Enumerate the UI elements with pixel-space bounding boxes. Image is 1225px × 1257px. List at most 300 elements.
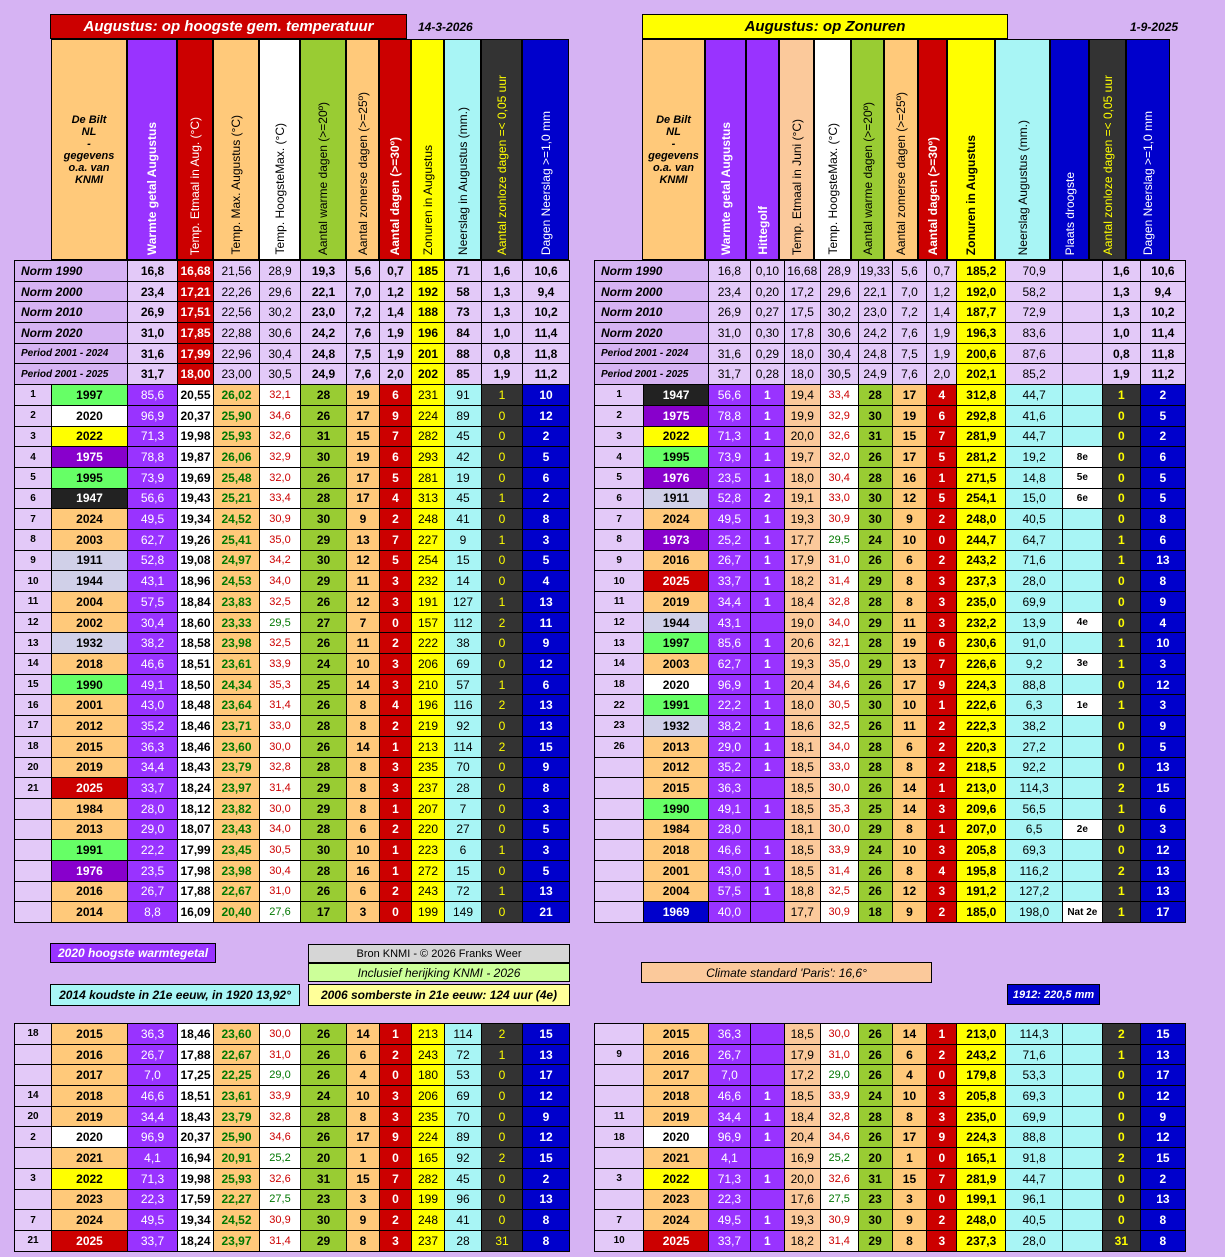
data-cell: 26,7 [128, 1044, 178, 1065]
data-cell: 6 [347, 819, 380, 840]
rank-cell: 6 [595, 488, 644, 509]
data-cell: 19,0 [784, 612, 820, 633]
data-cell: 0 [482, 757, 523, 778]
norm-cell: 1,2 [380, 281, 412, 302]
data-cell: 9 [892, 509, 927, 530]
data-cell: 29,5 [260, 612, 301, 633]
norm-row [15, 281, 570, 302]
data-cell: 30,9 [260, 509, 301, 530]
rank-cell [595, 1065, 644, 1086]
data-cell: 20,0 [784, 1168, 820, 1189]
data-cell: 30,4 [128, 612, 178, 633]
data-cell: 19,9 [784, 405, 820, 426]
year-cell: 1991 [52, 840, 128, 861]
data-cell: 33,7 [128, 778, 178, 799]
data-cell: 91,8 [1006, 1148, 1062, 1169]
table-row [15, 509, 570, 530]
norm-label: Period 2001 - 2025 [15, 364, 128, 385]
rank-cell: 8 [595, 529, 644, 550]
data-cell: 29 [301, 798, 347, 819]
data-cell: 7,0 [128, 1065, 178, 1086]
norm-cell: 16,68 [784, 261, 820, 282]
data-cell: 1 [482, 674, 523, 695]
data-cell: 25,90 [214, 405, 260, 426]
data-cell: 2 [482, 1024, 523, 1045]
year-cell: 1975 [52, 447, 128, 468]
data-cell: 20,40 [214, 902, 260, 923]
norm-cell: 28,9 [820, 261, 858, 282]
year-cell: 2019 [644, 1106, 709, 1127]
data-cell [1062, 1044, 1102, 1065]
data-cell: 23,64 [214, 695, 260, 716]
data-cell: 1 [380, 1024, 412, 1045]
data-cell: 31,4 [260, 1230, 301, 1251]
left-header-10 [522, 39, 569, 260]
data-cell: 23,97 [214, 778, 260, 799]
table-row [15, 695, 570, 716]
norm-cell: 0,7 [927, 261, 957, 282]
rank-cell: 26 [595, 736, 644, 757]
data-cell: 5 [1140, 736, 1185, 757]
data-cell: 70 [445, 1106, 482, 1127]
right-header-8 [995, 39, 1050, 260]
data-cell: 235 [412, 1106, 445, 1127]
year-cell: 2003 [52, 529, 128, 550]
data-cell: 224 [412, 405, 445, 426]
data-cell: 1 [482, 1044, 523, 1065]
data-cell: 5 [523, 550, 570, 571]
data-cell: 230,6 [957, 633, 1006, 654]
norm-cell: 1,9 [380, 343, 412, 364]
data-cell: 31,4 [820, 571, 858, 592]
table-row [15, 592, 570, 613]
norm-cell: 30,5 [820, 364, 858, 385]
data-cell: 16,09 [178, 902, 214, 923]
data-cell: 11 [892, 716, 927, 737]
data-cell: 18,51 [178, 1086, 214, 1107]
left-header-2 [213, 39, 259, 260]
data-cell: 7 [927, 654, 957, 675]
data-cell: 28 [301, 1106, 347, 1127]
data-cell: 271,5 [957, 467, 1006, 488]
data-cell: 36,3 [708, 1024, 750, 1045]
data-cell: 0 [380, 1148, 412, 1169]
data-cell: 14 [347, 736, 380, 757]
table-row [595, 654, 1186, 675]
data-cell [1062, 840, 1102, 861]
year-cell: 2017 [644, 1065, 709, 1086]
data-cell: 11 [523, 612, 570, 633]
table-row [15, 1086, 570, 1107]
data-cell: 26 [301, 1127, 347, 1148]
data-cell: 96 [445, 1189, 482, 1210]
data-cell: 32,8 [820, 592, 858, 613]
data-cell: 2 [927, 509, 957, 530]
data-cell: 6 [892, 550, 927, 571]
data-cell: 23,60 [214, 736, 260, 757]
data-cell: 0 [1102, 1210, 1140, 1231]
table-row [595, 571, 1186, 592]
table-row [595, 550, 1186, 571]
data-cell: 28 [858, 633, 892, 654]
year-cell: 2014 [52, 902, 128, 923]
data-cell: 0 [482, 426, 523, 447]
data-cell: 19 [347, 447, 380, 468]
note-coldest: 2014 koudste in 21e eeuw, in 1920 13,92° [50, 984, 300, 1006]
data-cell [1062, 757, 1102, 778]
year-cell: 1976 [52, 860, 128, 881]
data-cell: Nat 2e [1062, 902, 1102, 923]
data-cell: 33,9 [820, 1086, 858, 1107]
data-cell: 2e [1062, 819, 1102, 840]
year-cell: 2021 [52, 1148, 128, 1169]
table-row [595, 1148, 1186, 1169]
data-cell: 17 [892, 385, 927, 406]
data-cell: 25,41 [214, 529, 260, 550]
data-cell: 18,46 [178, 716, 214, 737]
data-cell: 18,1 [784, 819, 820, 840]
data-cell: 19,7 [784, 447, 820, 468]
data-cell: 26 [301, 695, 347, 716]
data-cell: 9 [892, 1210, 927, 1231]
data-cell: 17,2 [784, 1065, 820, 1086]
data-cell: 10 [892, 695, 927, 716]
data-cell: 165 [412, 1148, 445, 1169]
data-cell: 72 [445, 881, 482, 902]
table-row [595, 736, 1186, 757]
data-cell: 30,4 [820, 467, 858, 488]
data-cell: 1 [750, 550, 784, 571]
data-cell: 1 [750, 860, 784, 881]
year-cell: 2018 [52, 654, 128, 675]
header-label: Aantal zonloze dagen =< 0,05 uur [1100, 74, 1115, 255]
data-cell: 28 [858, 592, 892, 613]
data-cell: 33,7 [128, 1230, 178, 1251]
data-cell: 205,8 [957, 1086, 1006, 1107]
table-row [595, 881, 1186, 902]
data-cell: 22,3 [128, 1189, 178, 1210]
data-cell: 28,0 [128, 798, 178, 819]
data-cell: 24 [301, 654, 347, 675]
data-cell: 89 [445, 1127, 482, 1148]
data-cell: 6 [1140, 798, 1185, 819]
data-cell: 30,0 [820, 819, 858, 840]
data-cell [1062, 1230, 1102, 1251]
norm-cell [1062, 261, 1102, 282]
norm-cell: 5,6 [892, 261, 927, 282]
data-cell: 8 [1140, 1210, 1185, 1231]
norm-cell: 18,00 [178, 364, 214, 385]
data-cell: 25,93 [214, 426, 260, 447]
data-cell: 28 [858, 1106, 892, 1127]
data-cell: 282 [412, 1168, 445, 1189]
data-cell: 8 [892, 757, 927, 778]
data-cell: 19,3 [784, 1210, 820, 1231]
data-cell: 49,5 [708, 509, 750, 530]
norm-cell: 1,9 [380, 323, 412, 344]
data-cell: 26,7 [708, 550, 750, 571]
data-cell: 0 [482, 1127, 523, 1148]
norm-cell: 11,4 [523, 323, 570, 344]
rank-cell [15, 860, 52, 881]
data-cell: 8 [347, 778, 380, 799]
data-cell: 10 [347, 654, 380, 675]
rank-cell: 5 [15, 467, 52, 488]
data-cell: 8 [523, 509, 570, 530]
norm-cell: 0,8 [482, 343, 523, 364]
data-cell: 313 [412, 488, 445, 509]
norm-cell: 201 [412, 343, 445, 364]
data-cell: 30,0 [820, 778, 858, 799]
data-cell: 19,4 [784, 385, 820, 406]
table-row [15, 778, 570, 799]
year-cell: 2002 [52, 612, 128, 633]
year-cell: 2019 [52, 1106, 128, 1127]
data-cell: 10 [347, 840, 380, 861]
table-row [15, 1189, 570, 1210]
norm-cell: 24,9 [858, 364, 892, 385]
data-cell: 57,5 [708, 881, 750, 902]
data-cell: 24,97 [214, 550, 260, 571]
rank-cell [15, 902, 52, 923]
data-cell: 15 [892, 426, 927, 447]
data-cell: 26 [858, 1127, 892, 1148]
rank-cell: 9 [595, 1044, 644, 1065]
data-cell: 22,2 [128, 840, 178, 861]
data-cell: 23,33 [214, 612, 260, 633]
data-cell: 3 [927, 1086, 957, 1107]
data-cell: 12 [1140, 674, 1185, 695]
norm-cell: 188 [412, 302, 445, 323]
data-cell: 223 [412, 840, 445, 861]
norm-cell: 31,6 [128, 343, 178, 364]
data-cell: 26 [301, 467, 347, 488]
data-cell: 235,0 [957, 592, 1006, 613]
data-cell: 13 [523, 881, 570, 902]
source-label-line: NL [81, 125, 97, 138]
data-cell: 17 [347, 1127, 380, 1148]
data-cell [1062, 1210, 1102, 1231]
table-row [595, 1168, 1186, 1189]
norm-cell: 22,1 [301, 281, 347, 302]
data-cell: 17,99 [178, 840, 214, 861]
data-cell: 34,6 [820, 1127, 858, 1148]
year-cell: 1947 [52, 488, 128, 509]
left-bottom-table [14, 1023, 570, 1252]
data-cell: 69,3 [1006, 1086, 1062, 1107]
data-cell [1062, 778, 1102, 799]
data-cell: 1 [380, 840, 412, 861]
rank-cell [595, 1189, 644, 1210]
norm-cell: 0,7 [380, 261, 412, 282]
data-cell: 33,7 [708, 571, 750, 592]
data-cell: 32,5 [820, 716, 858, 737]
data-cell: 127 [445, 592, 482, 613]
data-cell: 8 [1140, 1230, 1185, 1251]
data-cell: 1 [750, 1127, 784, 1148]
data-cell: 28 [858, 385, 892, 406]
data-cell: 26 [858, 674, 892, 695]
data-cell: 116 [445, 695, 482, 716]
data-cell: 34,4 [128, 1106, 178, 1127]
data-cell: 30,5 [260, 840, 301, 861]
data-cell: 18 [858, 902, 892, 923]
data-cell: 24,34 [214, 674, 260, 695]
left-title: Augustus: op hoogste gem. temperatuur [50, 14, 407, 39]
data-cell: 91,0 [1006, 633, 1062, 654]
data-cell: 28 [301, 819, 347, 840]
data-cell: 19,1 [784, 488, 820, 509]
data-cell: 7 [380, 426, 412, 447]
data-cell: 23,5 [708, 467, 750, 488]
data-cell: 49,1 [708, 798, 750, 819]
data-cell: 19 [892, 405, 927, 426]
data-cell: 2 [380, 819, 412, 840]
rank-cell [595, 860, 644, 881]
year-cell: 2020 [644, 674, 709, 695]
data-cell: 207,0 [957, 819, 1006, 840]
rank-cell [595, 902, 644, 923]
left-header-8 [444, 39, 481, 260]
data-cell: 6 [892, 736, 927, 757]
rank-cell [15, 1189, 52, 1210]
norm-cell: 0,10 [750, 261, 784, 282]
year-cell: 2003 [644, 654, 709, 675]
header-label: Zonuren in Augustus [420, 144, 435, 255]
data-cell: 31 [1102, 1230, 1140, 1251]
rank-cell: 3 [595, 426, 644, 447]
data-cell: 4e [1062, 612, 1102, 633]
data-cell: 32,0 [260, 467, 301, 488]
table-row [595, 447, 1186, 468]
data-cell: 40,5 [1006, 509, 1062, 530]
data-cell: 13 [892, 654, 927, 675]
data-cell [1062, 550, 1102, 571]
norm-cell: 196 [412, 323, 445, 344]
table-row [15, 819, 570, 840]
data-cell: 1 [1102, 1044, 1140, 1065]
norm-cell: 19,33 [858, 261, 892, 282]
data-cell: 9 [523, 757, 570, 778]
data-cell: 18,4 [784, 592, 820, 613]
norm-cell: 185,2 [957, 261, 1006, 282]
data-cell: 114,3 [1006, 778, 1062, 799]
data-cell: 19,08 [178, 550, 214, 571]
data-cell: 31,0 [260, 1044, 301, 1065]
data-cell: 243 [412, 1044, 445, 1065]
data-cell: 7 [927, 1168, 957, 1189]
year-cell: 2017 [52, 1065, 128, 1086]
norm-cell: 1,4 [380, 302, 412, 323]
norm-cell: 23,4 [128, 281, 178, 302]
year-cell: 1990 [52, 674, 128, 695]
norm-cell: 0,28 [750, 364, 784, 385]
data-cell: 27,6 [260, 902, 301, 923]
norm-cell [1062, 343, 1102, 364]
right-header-9 [1050, 39, 1089, 260]
data-cell: 0 [1102, 571, 1140, 592]
data-cell: 78,8 [128, 447, 178, 468]
data-cell: 195,8 [957, 860, 1006, 881]
data-cell: 2 [1102, 778, 1140, 799]
data-cell: 17 [892, 674, 927, 695]
data-cell: 0 [1102, 509, 1140, 530]
data-cell: 1 [750, 405, 784, 426]
data-cell: 41 [445, 1210, 482, 1231]
data-cell: 71,3 [708, 426, 750, 447]
norm-cell: 1,9 [1102, 364, 1140, 385]
norm-cell: 73 [445, 302, 482, 323]
data-cell: 3 [523, 529, 570, 550]
norm-cell: 7,6 [892, 364, 927, 385]
table-row [595, 1189, 1186, 1210]
norm-label: Norm 2020 [15, 323, 128, 344]
norm-cell: 30,6 [820, 323, 858, 344]
data-cell: 244,7 [957, 529, 1006, 550]
rank-cell: 7 [15, 509, 52, 530]
data-cell: 3 [380, 1230, 412, 1251]
norm-cell: 17,2 [784, 281, 820, 302]
data-cell: 29 [858, 1230, 892, 1251]
data-cell: 237,3 [957, 571, 1006, 592]
data-cell: 13 [1140, 860, 1185, 881]
data-cell: 17,9 [784, 1044, 820, 1065]
data-cell: 22,3 [708, 1189, 750, 1210]
data-cell: 18,2 [784, 1230, 820, 1251]
rank-cell: 11 [595, 1106, 644, 1127]
data-cell: 38 [445, 633, 482, 654]
rank-cell: 14 [15, 1086, 52, 1107]
norm-cell: 185 [412, 261, 445, 282]
data-cell: 23,82 [214, 798, 260, 819]
data-cell: 5e [1062, 467, 1102, 488]
data-cell [750, 819, 784, 840]
data-cell: 30 [301, 840, 347, 861]
data-cell: 15 [892, 1168, 927, 1189]
data-cell: 254 [412, 550, 445, 571]
data-cell: 18,24 [178, 1230, 214, 1251]
data-cell: 0 [482, 571, 523, 592]
data-cell: 96,9 [128, 1127, 178, 1148]
rank-cell [15, 840, 52, 861]
data-cell: 18,5 [784, 757, 820, 778]
data-cell: 12 [523, 654, 570, 675]
data-cell: 3 [523, 840, 570, 861]
table-row [15, 1230, 570, 1251]
year-cell: 2023 [644, 1189, 709, 1210]
data-cell: 1 [380, 860, 412, 881]
data-cell: 3 [927, 798, 957, 819]
rank-cell [15, 819, 52, 840]
data-cell: 199 [412, 1189, 445, 1210]
norm-cell: 16,8 [708, 261, 750, 282]
data-cell: 2 [927, 1210, 957, 1231]
table-row [15, 1024, 570, 1045]
table-row [595, 1086, 1186, 1107]
note-somberste: 2006 somberste in 21e eeuw: 124 uur (4e) [308, 984, 570, 1006]
data-cell: 18,84 [178, 592, 214, 613]
data-cell: 2 [1140, 1168, 1185, 1189]
rank-cell: 14 [15, 654, 52, 675]
data-cell: 32,9 [260, 447, 301, 468]
data-cell: 32,6 [820, 426, 858, 447]
norm-cell: 2,0 [927, 364, 957, 385]
data-cell: 235 [412, 757, 445, 778]
data-cell: 33,0 [820, 488, 858, 509]
rank-cell: 16 [15, 695, 52, 716]
right-header-6 [918, 39, 947, 260]
data-cell: 20,4 [784, 674, 820, 695]
